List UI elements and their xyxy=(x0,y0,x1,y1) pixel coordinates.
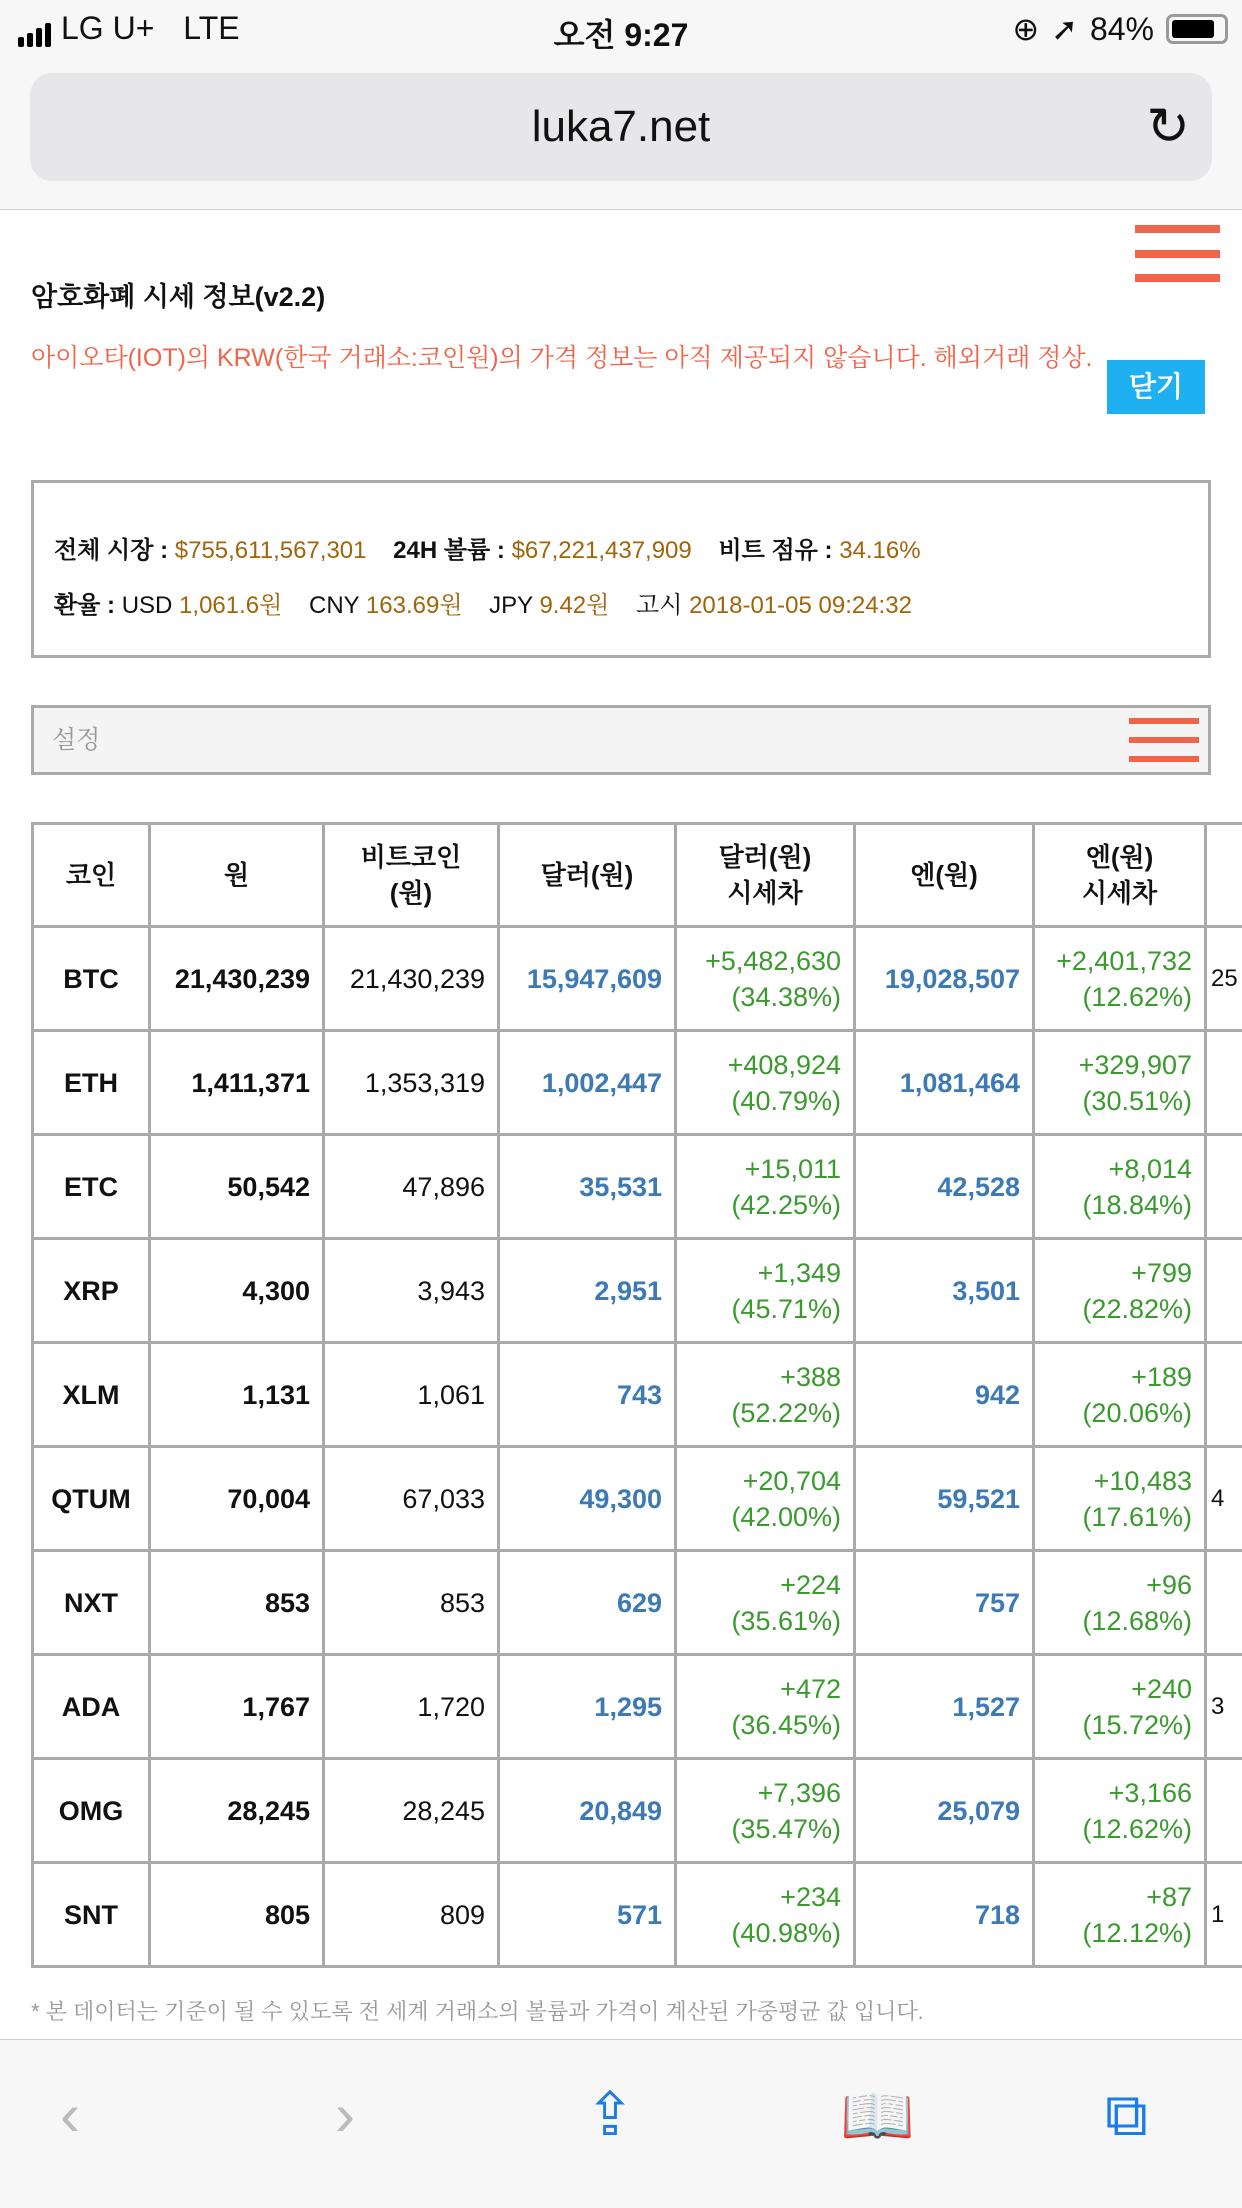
usd-price: 49,300 xyxy=(499,1447,676,1551)
jpy-price: 718 xyxy=(855,1863,1034,1967)
column-header: 비트코인 (원) xyxy=(324,824,499,927)
usd-premium: +7,396 (35.47%) xyxy=(676,1759,855,1863)
coin-cell: BTC xyxy=(33,927,150,1031)
btc-price: 21,430,239 xyxy=(324,927,499,1031)
back-icon[interactable]: ‹ xyxy=(60,2081,80,2148)
coin-cell: XRP xyxy=(33,1239,150,1343)
notice-time: 2018-01-05 09:24:32 xyxy=(689,592,912,619)
table-row xyxy=(33,1447,1242,1551)
cut-off-cell xyxy=(1206,1759,1242,1863)
coin-cell: SNT xyxy=(33,1863,150,1967)
column-header: 원 xyxy=(150,824,324,927)
reload-icon[interactable]: ↻ xyxy=(1146,98,1190,156)
column-header: 달러(원) xyxy=(499,824,676,927)
table-row xyxy=(33,1863,1242,1967)
fx-label: 환율 : xyxy=(54,592,116,619)
usd-price: 1,295 xyxy=(499,1655,676,1759)
jpy-premium: +240 (15.72%) xyxy=(1034,1655,1206,1759)
btc-price: 1,353,319 xyxy=(324,1031,499,1135)
network: LTE xyxy=(183,10,240,46)
krw-price: 70,004 xyxy=(150,1447,324,1551)
jpy-price: 942 xyxy=(855,1343,1034,1447)
usd-premium: +234 (40.98%) xyxy=(676,1863,855,1967)
krw-price: 805 xyxy=(150,1863,324,1967)
usd-price: 629 xyxy=(499,1551,676,1655)
jpy-price: 25,079 xyxy=(855,1759,1034,1863)
btc-price: 1,720 xyxy=(324,1655,499,1759)
cny-label: CNY xyxy=(308,592,360,619)
settings-menu-icon[interactable] xyxy=(1129,718,1199,762)
usd-price: 1,002,447 xyxy=(499,1031,676,1135)
table-row xyxy=(33,1239,1242,1343)
battery-icon xyxy=(1166,14,1228,44)
krw-price: 50,542 xyxy=(150,1135,324,1239)
jpy-price: 19,028,507 xyxy=(855,927,1034,1031)
usd-premium: +388 (52.22%) xyxy=(676,1343,855,1447)
column-header: 코인 xyxy=(33,824,150,927)
usd-price: 20,849 xyxy=(499,1759,676,1863)
signal-icon xyxy=(18,21,51,47)
browser-bottom-bar xyxy=(0,2039,1242,2208)
usd-premium: +15,011 (42.25%) xyxy=(676,1135,855,1239)
cut-off-cell xyxy=(1206,1239,1242,1343)
total-market: $755,611,567,301 xyxy=(174,537,367,564)
krw-price: 21,430,239 xyxy=(150,927,324,1031)
volume: $67,221,437,909 xyxy=(511,537,692,564)
jpy-price: 757 xyxy=(855,1551,1034,1655)
btc-dominance: 34.16% xyxy=(839,537,921,564)
footnote: * 본 데이터는 기준이 될 수 있도록 전 세계 거래소의 볼륨과 가격이 계산된 가중평균 값 입니다. xyxy=(31,1999,924,2024)
jpy-premium: +189 (20.06%) xyxy=(1034,1343,1206,1447)
jpy-premium: +96 (12.68%) xyxy=(1034,1551,1206,1655)
clock: 오전 9:27 xyxy=(553,17,689,53)
btc-price: 853 xyxy=(324,1551,499,1655)
coin-cell: ETH xyxy=(33,1031,150,1135)
rotation-lock-icon: ⊕ xyxy=(1012,11,1040,47)
btc-dominance-label: 비트 점유 : xyxy=(718,537,833,564)
cut-off-cell xyxy=(1206,1343,1242,1447)
browser-toolbar xyxy=(0,60,1242,210)
usd-price: 2,951 xyxy=(499,1239,676,1343)
coin-cell: XLM xyxy=(33,1343,150,1447)
jpy-premium: +3,166 (12.62%) xyxy=(1034,1759,1206,1863)
krw-price: 28,245 xyxy=(150,1759,324,1863)
notice-time-label: 고시 xyxy=(636,592,683,619)
close-button[interactable]: 닫기 xyxy=(1107,360,1205,414)
location-icon: ➚ xyxy=(1051,11,1078,47)
usd-premium: +408,924 (40.79%) xyxy=(676,1031,855,1135)
cny-rate: 163.69원 xyxy=(365,592,463,619)
btc-price: 1,061 xyxy=(324,1343,499,1447)
usd-premium: +472 (36.45%) xyxy=(676,1655,855,1759)
table-row xyxy=(33,1551,1242,1655)
krw-price: 1,411,371 xyxy=(150,1031,324,1135)
cut-off-cell: 25 xyxy=(1206,927,1242,1031)
table-row xyxy=(33,1655,1242,1759)
usd-label: USD xyxy=(121,592,173,619)
forward-icon[interactable]: › xyxy=(335,2081,355,2148)
usd-rate: 1,061.6원 xyxy=(179,592,283,619)
krw-price: 853 xyxy=(150,1551,324,1655)
column-header: 달러(원) 시세차 xyxy=(676,824,855,927)
page-title: 암호화폐 시세 정보(v2.2) xyxy=(31,282,326,312)
column-header: 엔(원) xyxy=(855,824,1034,927)
table-row xyxy=(33,1031,1242,1135)
cut-off-cell xyxy=(1206,1031,1242,1135)
table-row xyxy=(33,1759,1242,1863)
usd-price: 15,947,609 xyxy=(499,927,676,1031)
btc-price: 809 xyxy=(324,1863,499,1967)
coin-cell: OMG xyxy=(33,1759,150,1863)
usd-premium: +5,482,630 (34.38%) xyxy=(676,927,855,1031)
coin-cell: QTUM xyxy=(33,1447,150,1551)
column-header-cut xyxy=(1206,824,1242,927)
krw-price: 4,300 xyxy=(150,1239,324,1343)
usd-price: 35,531 xyxy=(499,1135,676,1239)
address-bar[interactable] xyxy=(30,73,1212,181)
usd-premium: +20,704 (42.00%) xyxy=(676,1447,855,1551)
jpy-premium: +8,014 (18.84%) xyxy=(1034,1135,1206,1239)
btc-price: 47,896 xyxy=(324,1135,499,1239)
cut-off-cell xyxy=(1206,1135,1242,1239)
price-table xyxy=(31,822,1242,1968)
cut-off-cell: 3 xyxy=(1206,1655,1242,1759)
url-text: luka7.net xyxy=(531,102,711,151)
btc-price: 28,245 xyxy=(324,1759,499,1863)
jpy-price: 1,527 xyxy=(855,1655,1034,1759)
cut-off-cell: 1 xyxy=(1206,1863,1242,1967)
carrier: LG U+ xyxy=(61,10,155,46)
jpy-price: 1,081,464 xyxy=(855,1031,1034,1135)
jpy-premium: +799 (22.82%) xyxy=(1034,1239,1206,1343)
jpy-premium: +87 (12.12%) xyxy=(1034,1863,1206,1967)
usd-premium: +224 (35.61%) xyxy=(676,1551,855,1655)
hamburger-menu-icon[interactable] xyxy=(1135,225,1220,282)
volume-label: 24H 볼륨 : xyxy=(393,537,505,564)
jpy-premium: +2,401,732 (12.62%) xyxy=(1034,927,1206,1031)
cut-off-cell: 4 xyxy=(1206,1447,1242,1551)
table-row xyxy=(33,1135,1242,1239)
share-icon[interactable]: ⇪ xyxy=(585,2081,636,2148)
table-row xyxy=(33,1343,1242,1447)
market-info-box xyxy=(31,480,1211,658)
column-header: 엔(원) 시세차 xyxy=(1034,824,1206,927)
jpy-premium: +10,483 (17.61%) xyxy=(1034,1447,1206,1551)
jpy-price: 42,528 xyxy=(855,1135,1034,1239)
usd-price: 743 xyxy=(499,1343,676,1447)
jpy-premium: +329,907 (30.51%) xyxy=(1034,1031,1206,1135)
cut-off-cell xyxy=(1206,1551,1242,1655)
jpy-rate: 9.42원 xyxy=(539,592,610,619)
notice-text: 아이오타(IOT)의 KRW(한국 거래소:코인원)의 가격 정보는 아직 제공되지 않습니다. 해외거래 정상. xyxy=(31,344,1093,372)
usd-price: 571 xyxy=(499,1863,676,1967)
total-market-label: 전체 시장 : xyxy=(54,537,169,564)
tabs-icon[interactable]: ⧉ xyxy=(1105,2081,1148,2148)
settings-label: 설정 xyxy=(52,726,101,754)
usd-premium: +1,349 (45.71%) xyxy=(676,1239,855,1343)
krw-price: 1,767 xyxy=(150,1655,324,1759)
btc-price: 3,943 xyxy=(324,1239,499,1343)
coin-cell: ETC xyxy=(33,1135,150,1239)
battery-percent: 84% xyxy=(1089,10,1154,47)
coin-cell: ADA xyxy=(33,1655,150,1759)
krw-price: 1,131 xyxy=(150,1343,324,1447)
settings-bar[interactable] xyxy=(31,705,1211,775)
jpy-price: 59,521 xyxy=(855,1447,1034,1551)
jpy-label: JPY xyxy=(489,592,533,619)
status-bar xyxy=(0,0,1242,60)
bookmarks-icon[interactable]: 📖 xyxy=(840,2082,915,2149)
btc-price: 67,033 xyxy=(324,1447,499,1551)
jpy-price: 3,501 xyxy=(855,1239,1034,1343)
table-row xyxy=(33,927,1242,1031)
coin-cell: NXT xyxy=(33,1551,150,1655)
